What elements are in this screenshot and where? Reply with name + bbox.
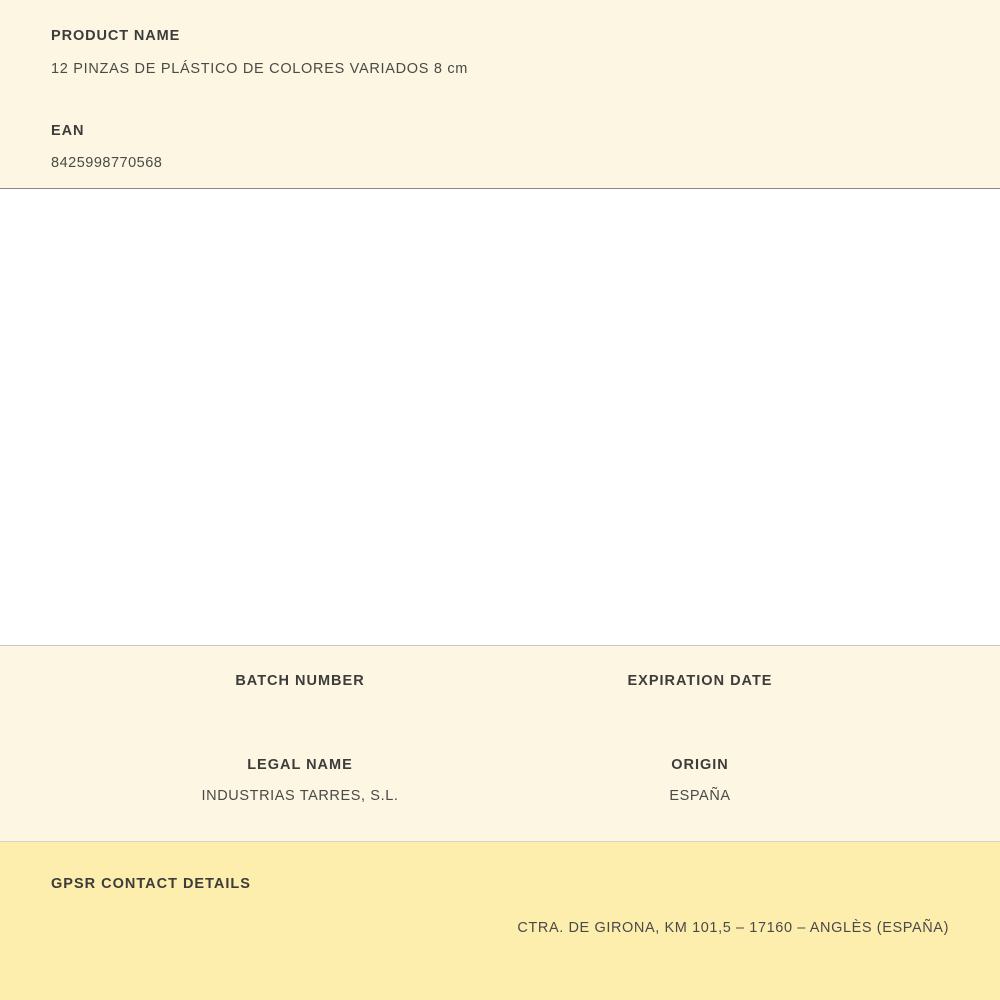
product-name-field xyxy=(51,24,950,79)
legal-name-label: LEGAL NAME xyxy=(247,757,353,774)
ean-value: 8425998770568 xyxy=(51,155,163,172)
origin-label: ORIGIN xyxy=(671,757,729,774)
gpsr-contact-address: CTRA. DE GIRONA, KM 101,5 – 17160 – ANGLÈS (ESPAÑA) xyxy=(517,920,949,936)
gpsr-footer-section xyxy=(0,842,1000,1000)
info-row-batch xyxy=(0,646,1000,703)
product-name-label: PRODUCT NAME xyxy=(51,28,181,44)
expiration-date-field xyxy=(500,673,900,703)
batch-number-field xyxy=(100,673,500,703)
batch-number-label: BATCH NUMBER xyxy=(235,673,365,689)
product-name-value: 12 PINZAS DE PLÁSTICO DE COLORES VARIADOS 8 cm xyxy=(51,61,469,78)
blank-content-area xyxy=(0,189,1000,646)
origin-value: ESPAÑA xyxy=(669,787,731,804)
legal-name-value: INDUSTRIAS TARRES, S.L. xyxy=(201,787,399,804)
origin-field xyxy=(500,757,900,805)
product-header-section xyxy=(0,0,1000,189)
expiration-date-label: EXPIRATION DATE xyxy=(627,673,773,689)
ean-label: EAN xyxy=(51,122,85,139)
info-row-legal xyxy=(0,703,1000,805)
ean-field xyxy=(51,123,950,173)
legal-name-field xyxy=(100,757,500,805)
gpsr-contact-label: GPSR CONTACT DETAILS xyxy=(51,876,251,892)
product-info-section xyxy=(0,646,1000,842)
